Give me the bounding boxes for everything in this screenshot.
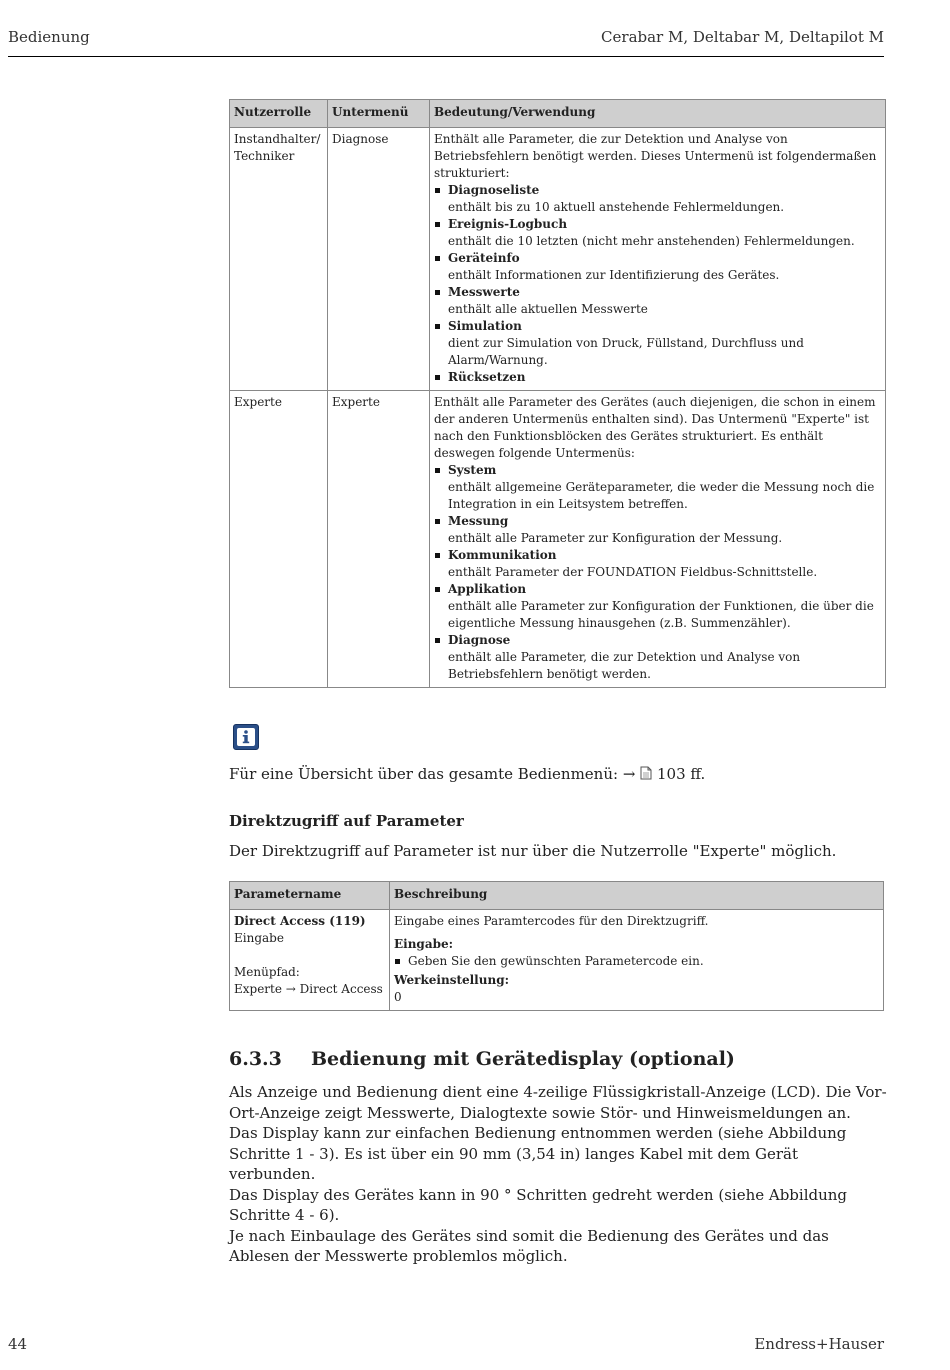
paragraph: Das Display des Gerätes kann in 90 ° Schritten gedreht werden (siehe Abbildung Schritte 4 - 6). bbox=[229, 1185, 848, 1224]
page-number: 44 bbox=[8, 1335, 28, 1353]
note-text: Für eine Übersicht über das gesamte Bedienmenü: bbox=[229, 765, 619, 783]
role-cell: Experte bbox=[230, 391, 328, 688]
header-section-title: Bedienung bbox=[8, 28, 90, 46]
param-name: Direct Access (119) bbox=[234, 914, 366, 928]
column-header-submenu: Untermenü bbox=[328, 100, 430, 128]
list-item bbox=[434, 462, 881, 513]
page-icon bbox=[640, 765, 652, 783]
table-row bbox=[230, 128, 886, 391]
list-item-desc: enthält die 10 letzten (nicht mehr anstehenden) Fehlermeldungen. bbox=[448, 234, 855, 248]
list-item-desc: enthält Parameter der FOUNDATION Fieldbus-Schnittstelle. bbox=[448, 565, 818, 579]
list-item bbox=[434, 216, 881, 250]
column-header-meaning: Bedeutung/Verwendung bbox=[430, 100, 886, 128]
role-cell: Instandhalter/ Techniker bbox=[230, 128, 328, 391]
submenu-list bbox=[434, 462, 881, 683]
column-header-description: Beschreibung bbox=[390, 882, 884, 910]
list-item-title: Diagnose bbox=[448, 633, 511, 647]
direct-access-heading: Direktzugriff auf Parameter bbox=[229, 812, 464, 830]
footer-brand: Endress+Hauser bbox=[754, 1335, 884, 1353]
input-list bbox=[394, 953, 879, 970]
list-item-desc: dient zur Simulation von Druck, Füllstand, Durchfluss und Alarm/Warnung. bbox=[448, 336, 804, 367]
list-item-title: Geräteinfo bbox=[448, 251, 520, 265]
meaning-cell bbox=[430, 391, 886, 688]
section-number: 6.3.3 bbox=[229, 1048, 282, 1070]
param-name-cell bbox=[230, 910, 390, 1011]
list-item bbox=[434, 513, 881, 547]
table-row bbox=[230, 910, 884, 1011]
direct-access-table bbox=[229, 881, 884, 1011]
list-item-desc: enthält bis zu 10 aktuell anstehende Fehlermeldungen. bbox=[448, 200, 785, 214]
column-header-param-name: Parametername bbox=[230, 882, 390, 910]
param-description: Eingabe eines Paramtercodes für den Direktzugriff. bbox=[394, 914, 709, 928]
list-item-desc: enthält alle Parameter zur Konfiguration der Funktionen, die über die eigentliche Messung hinausgehen (z.B. Summenzähler). bbox=[448, 599, 874, 630]
paragraph: Je nach Einbaulage des Gerätes sind somit die Bedienung des Gerätes und das Ablesen der Messwerte problemlos möglich. bbox=[229, 1226, 829, 1265]
list-item bbox=[434, 581, 881, 632]
list-item-title: Kommunikation bbox=[448, 548, 557, 562]
input-label: Eingabe: bbox=[394, 937, 454, 951]
list-item bbox=[434, 284, 881, 318]
list-item-desc: enthält Informationen zur Identifizierung des Gerätes. bbox=[448, 268, 780, 282]
page-reference-link[interactable]: 103 ff. bbox=[656, 765, 706, 783]
list-item-desc: enthält allgemeine Geräteparameter, die weder die Messung noch die Integration in ein Leitsystem betreffen. bbox=[448, 480, 875, 511]
menu-overview-note bbox=[229, 764, 705, 784]
list-item-title: Messung bbox=[448, 514, 509, 528]
list-item-desc: enthält alle aktuellen Messwerte bbox=[448, 302, 648, 316]
paragraph: Das Display kann zur einfachen Bedienung entnommen werden (siehe Abbildung Schritte 1 - 3). Es ist über ein 90 mm (3,54 in) langes Kabel mit dem Gerät verbunden. bbox=[229, 1124, 847, 1183]
meaning-cell bbox=[430, 128, 886, 391]
table-header-row bbox=[230, 882, 884, 910]
list-item-title: System bbox=[448, 463, 497, 477]
arrow-icon: → bbox=[622, 765, 636, 783]
list-item-title: Applikation bbox=[448, 582, 527, 596]
paragraph: Als Anzeige und Bedienung dient eine 4-zeilige Flüssigkristall-Anzeige (LCD). Die Vor-Ort-Anzeige zeigt Messwerte, Dialogtexte sowie Stör- und Hinweismeldungen an. bbox=[229, 1083, 887, 1122]
submenu-cell: Diagnose bbox=[328, 128, 430, 391]
table-row bbox=[230, 391, 886, 688]
default-value: 0 bbox=[394, 990, 402, 1004]
list-item-title: Ereignis-Logbuch bbox=[448, 217, 568, 231]
list-item bbox=[434, 182, 881, 216]
list-item-desc: enthält alle Parameter zur Konfiguration der Messung. bbox=[448, 531, 783, 545]
page-header bbox=[8, 28, 884, 57]
list-item: Geben Sie den gewünschten Parametercode ein. bbox=[394, 953, 879, 970]
table-header-row bbox=[230, 100, 886, 128]
header-product-title: Cerabar M, Deltabar M, Deltapilot M bbox=[601, 28, 884, 46]
param-type: Eingabe bbox=[234, 931, 284, 945]
list-item bbox=[434, 318, 881, 369]
direct-access-text: Der Direktzugriff auf Parameter ist nur über die Nutzerrolle "Experte" möglich. bbox=[229, 842, 837, 860]
menu-path-value: Experte → Direct Access bbox=[234, 982, 383, 996]
section-body bbox=[229, 1082, 889, 1267]
list-item bbox=[434, 547, 881, 581]
list-item bbox=[434, 632, 881, 683]
list-item-desc: enthält alle Parameter, die zur Detektion und Analyse von Betriebsfehlern benötigt werden. bbox=[448, 650, 801, 681]
default-label: Werkeinstellung: bbox=[394, 973, 510, 987]
list-item-title: Rücksetzen bbox=[448, 370, 526, 384]
list-item-title: Messwerte bbox=[448, 285, 520, 299]
menu-path-label: Menüpfad: bbox=[234, 965, 300, 979]
meaning-intro: Enthält alle Parameter des Gerätes (auch diejenigen, die schon in einem der anderen Untermenüs enthalten sind). Das Untermenü "Experte" ist nach den Funktionsblöcken des Gerätes strukturiert. Es enthält deswegen folgende Untermenüs: bbox=[434, 395, 876, 460]
list-item bbox=[434, 369, 881, 386]
column-header-role: Nutzerrolle bbox=[230, 100, 328, 128]
list-item bbox=[434, 250, 881, 284]
list-item-title: Diagnoseliste bbox=[448, 183, 540, 197]
info-icon bbox=[233, 724, 259, 750]
user-roles-table bbox=[229, 99, 886, 688]
meaning-intro: Enthält alle Parameter, die zur Detektion und Analyse von Betriebsfehlern benötigt werden. Dieses Untermenü ist folgendermaßen strukturiert: bbox=[434, 132, 877, 180]
list-item-title: Simulation bbox=[448, 319, 522, 333]
submenu-list bbox=[434, 182, 881, 386]
submenu-cell: Experte bbox=[328, 391, 430, 688]
description-cell bbox=[390, 910, 884, 1011]
section-heading bbox=[229, 1048, 889, 1070]
section-title: Bedienung mit Gerätedisplay (optional) bbox=[311, 1048, 735, 1070]
